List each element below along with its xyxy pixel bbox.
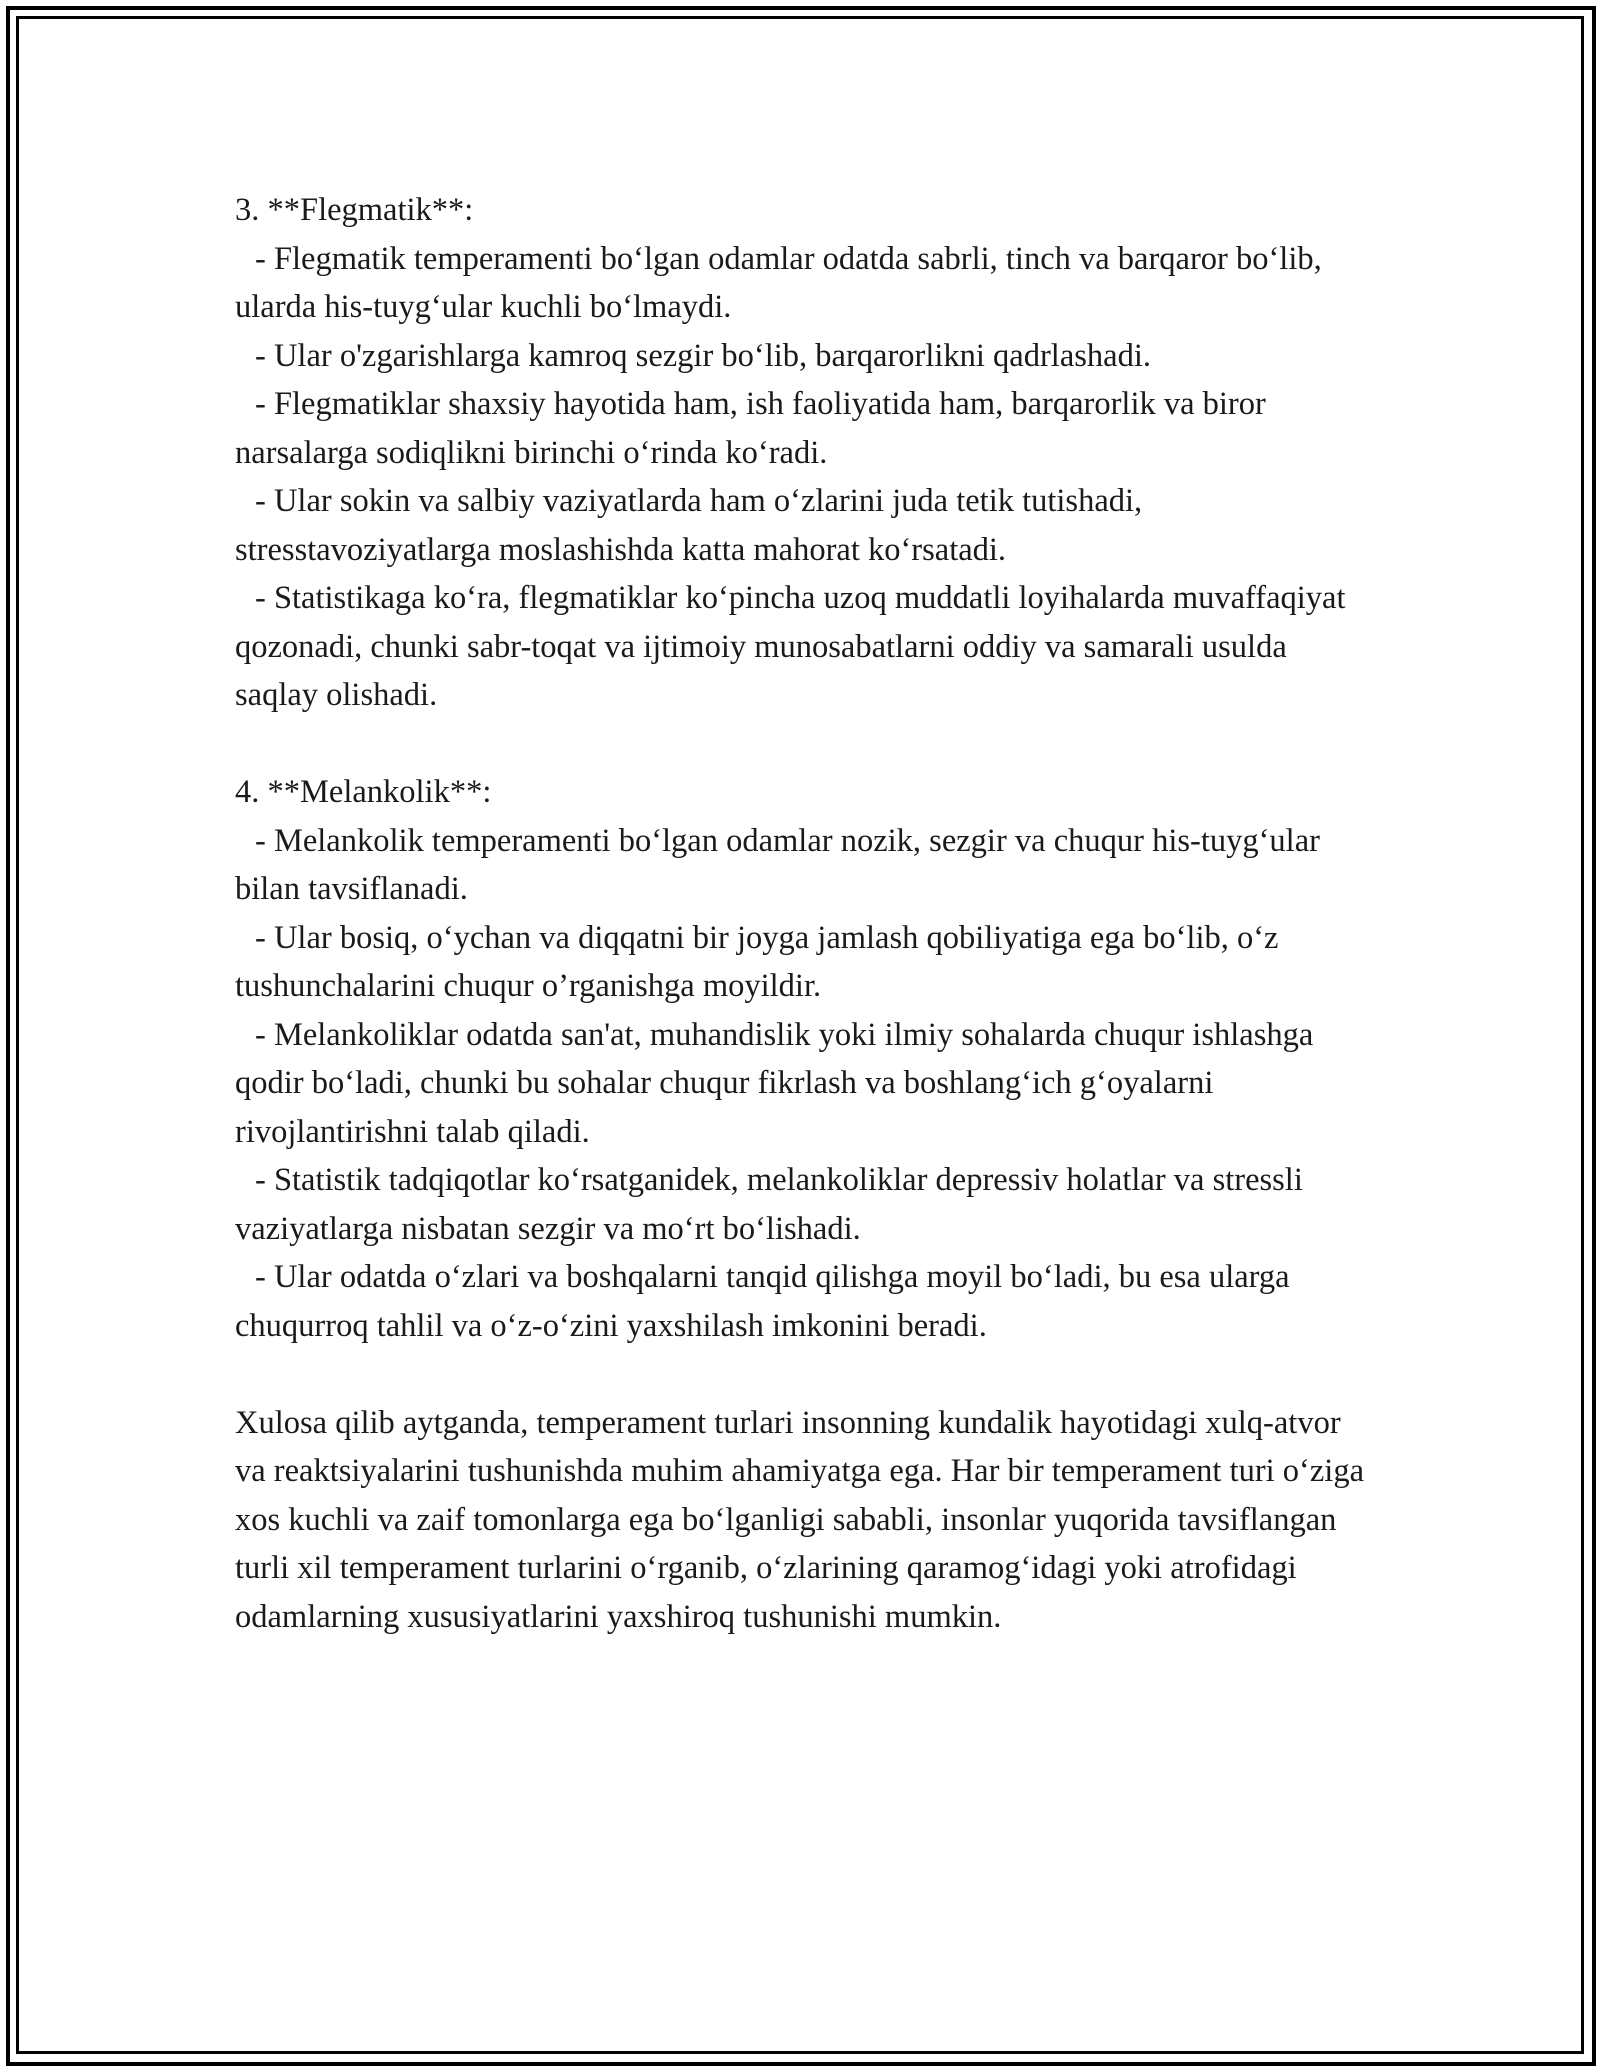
list-item: - Ular bosiq, o‘ychan va diqqatni bir joyga jamlash qobiliyatiga ega bo‘lib, o‘z tushunchalarini chuqur o’rganishga moyildir. — [235, 919, 1279, 1004]
section-heading: 4. **Melankolik**: — [235, 774, 492, 810]
conclusion-paragraph: Xulosa qilib aytganda, temperament turlari insonning kundalik hayotidagi xulq-atvor va reaktsiyalarini tushunishda muhim ahamiyatga ega. Har bir temperament turi o‘ziga xos kuchli va zaif tomonlarga ega bo‘lganligi sababli, insonlar yuqorida tavsiflangan turli xil temperament turlarini o‘rganib, o‘zlarining qaramog‘idagi yoki atrofidagi odamlarning xususiyatlarini yaxshiroq tushunishi mumkin. — [235, 1404, 1364, 1635]
list-item: - Ular odatda o‘zlari va boshqalarni tanqid qilishga moyil bo‘ladi, bu esa ularga chuqurroq tahlil va o‘z-o‘zini yaxshilash imkonini beradi. — [235, 1259, 1290, 1344]
document-body — [235, 186, 1365, 1641]
section-melankolik — [235, 768, 1365, 1350]
list-item: - Ular sokin va salbiy vaziyatlarda ham o‘zlarini juda tetik tutishadi, stresstavoziyatlarga moslashishda katta mahorat ko‘rsatadi. — [235, 483, 1143, 568]
list-item: - Flegmatiklar shaxsiy hayotida ham, ish faoliyatida ham, barqarorlik va biror narsalarga sodiqlikni birinchi o‘rinda ko‘radi. — [235, 386, 1266, 471]
section-heading: 3. **Flegmatik**: — [235, 192, 474, 228]
list-item: - Ular o'zgarishlarga kamroq sezgir bo‘lib, barqarorlikni qadrlashadi. — [255, 337, 1151, 374]
list-item: - Melankoliklar odatda san'at, muhandislik yoki ilmiy sohalarda chuqur ishlashga qodir bo‘ladi, chunki bu sohalar chuqur fikrlash va boshlang‘ich g‘oyalarni rivojlantirishni talab qiladi. — [235, 1016, 1314, 1150]
list-item: - Flegmatik temperamenti bo‘lgan odamlar odatda sabrli, tinch va barqaror bo‘lib, ularda his-tuyg‘ular kuchli bo‘lmaydi. — [235, 240, 1322, 325]
list-item: - Statistikaga ko‘ra, flegmatiklar ko‘pincha uzoq muddatli loyihalarda muvaffaqiyat qozonadi, chunki sabr-toqat va ijtimoiy munosabatlarni oddiy va samarali usulda saqlay olishadi. — [235, 580, 1346, 713]
section-flegmatik — [235, 186, 1365, 720]
list-item: - Melankolik temperamenti bo‘lgan odamlar nozik, sezgir va chuqur his-tuyg‘ular bilan tavsiflanadi. — [235, 822, 1320, 907]
list-item: - Statistik tadqiqotlar ko‘rsatganidek, melankoliklar depressiv holatlar va stressli vaziyatlarga nisbatan sezgir va mo‘rt bo‘lishadi. — [235, 1162, 1303, 1247]
